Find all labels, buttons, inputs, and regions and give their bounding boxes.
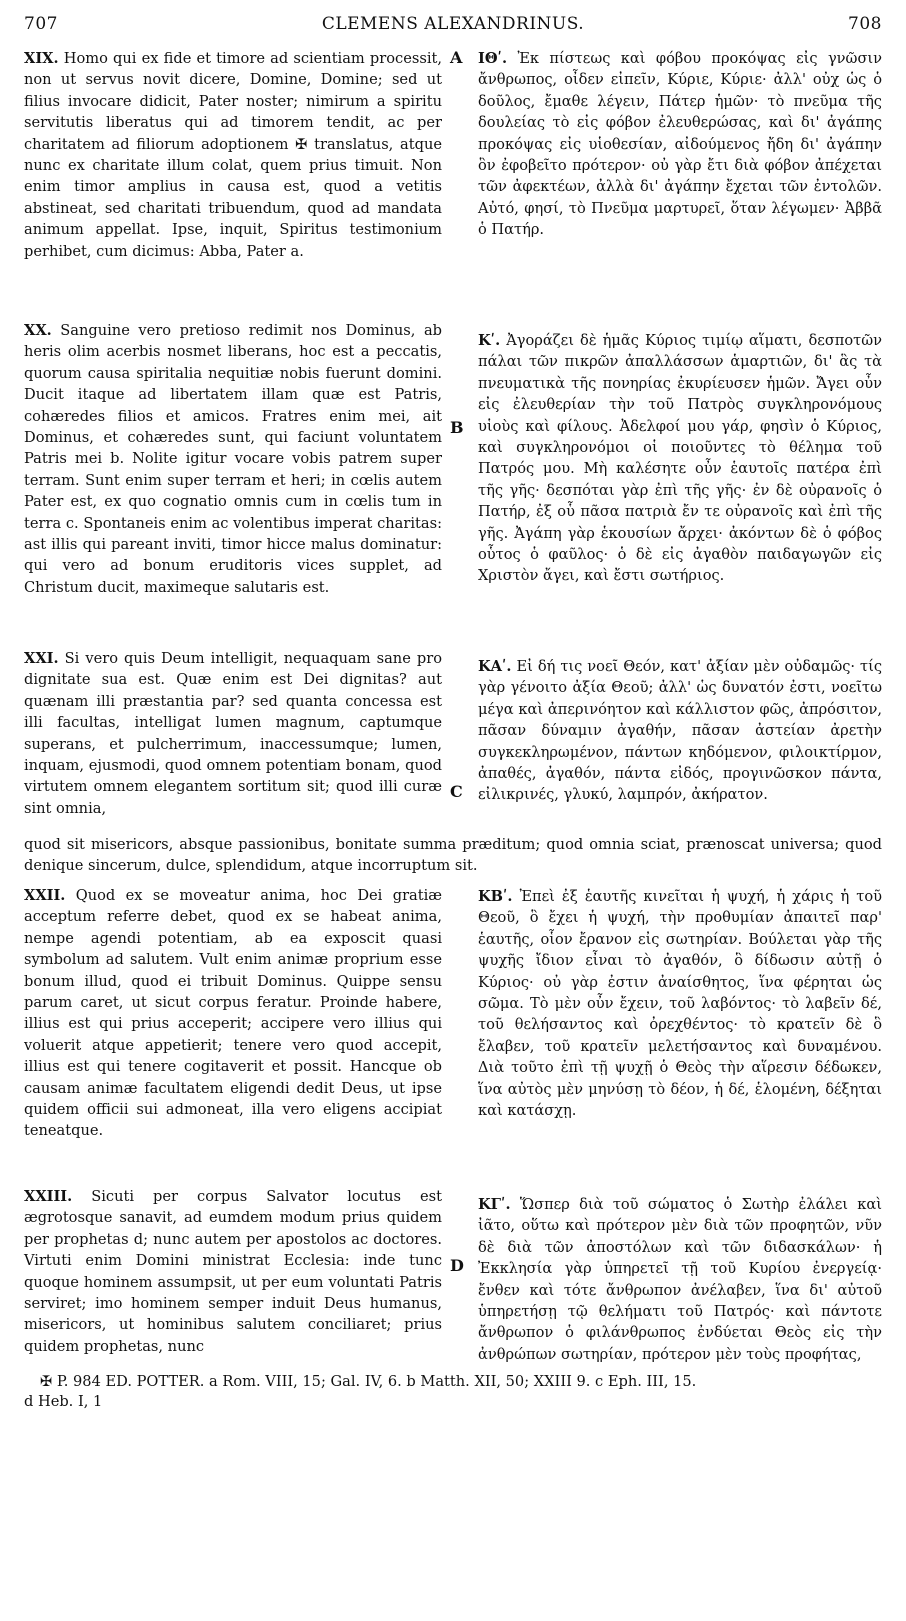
section-text: Quod ex se moveatur anima, hoc Dei gratiæ acceptum referre debet, quod ex se habeat anima, nempe agendi potentiam, ab ea exposcit quasi symbolum ad salutem. Vult enim animæ proprium esse bonum illud, quod ei tribuit Dominus. Quippe sensu parum caret, ut sicut corpus feratur. Proinde habere, illius est qui prius acceperit; accipere vero illius qui voluerit atque appetierit; tenere vero quod accepit, illius est qui tenere cogitaverit et possit. Hancque ob causam animæ facultatem eligendi dedit Deus, ut ipse quidem officii sui admoneat, illa vero eligens accipiat teneatque. xyxy=(24,887,442,1140)
latin-section-19 xyxy=(24,48,442,262)
greek-section-23 xyxy=(478,1194,882,1365)
footnote-line-2: d Heb. I, 1 xyxy=(24,1393,103,1410)
section-text: Sanguine vero pretioso redimit nos Dominus, ab heris olim acerbis nosmet liberans, hoc est a peccatis, quorum causa spiritalia nequitiæ nobis fuerunt domini. Ducit itaque ad libertatem illam quæ est Patris, cohæredes filios et amicos. Fratres enim mei, ait Dominus, et cohæredes sunt, qui faciunt voluntatem Patris mei b. Nolite igitur vocare vobis patrem super terram. Sunt enim super terram et heri; in cœlis autem Pater est, ex quo cognatio omnis cum in cœlis tum in terra c. Spontaneis enim ac volentibus imperat charitas: ast illis qui pareant inviti, timor hicce malus dominatur: qui vero ad bonum eruditoris vices supplet, ad Christum ducit, maximeque salutaris est. xyxy=(24,322,442,596)
section-text: Sicuti per corpus Salvator locutus est ægrotosque sanavit, ad eumdem modum prius quidem per prophetas d; nunc autem per apostolos ac doctores. Virtuti enim Domini ministrat Ecclesia: inde tunc quoque hominem assumpsit, ut per eum voluntati Patris serviret; imo hominem semper induit Deus humanus, misericors, ut hominibus salutem conciliaret; prius quidem prophetas, nunc xyxy=(24,1188,442,1355)
margin-letter-d: D xyxy=(450,1256,464,1275)
section-number: XXIII. xyxy=(24,1188,73,1205)
running-title: CLEMENS ALEXANDRINUS. xyxy=(321,14,585,34)
section-number: ΙΘʹ. xyxy=(478,50,508,67)
greek-section-22 xyxy=(478,886,882,1121)
section-number: XX. xyxy=(24,322,52,339)
section-text: Si vero quis Deum intelligit, nequaquam sane pro dignitate sua est. Quæ enim est Dei dignitas? aut quænam illi præstantia par? sed quanta concessa est illi facultas, intelligat lumen magnum, captumque superans, et pulcherrimum, inaccessumque; lumen, inquam, ejusmodi, quod omnem potentiam bonam, quod virtutem omnem elegantem sortitum sit; quod illi curæ sint omnia, xyxy=(24,650,442,817)
section-number: ΚΒʹ. xyxy=(478,888,513,905)
section-number: Κʹ. xyxy=(478,332,501,349)
footnote-line-1: ✠ P. 984 ED. POTTER. a Rom. VIII, 15; Gal. IV, 6. b Matth. XII, 50; XXIII 9. c Eph. III, 15. xyxy=(40,1373,697,1390)
section-number: XXI. xyxy=(24,650,59,667)
latin-section-22 xyxy=(24,885,442,1142)
margin-letter-c: C xyxy=(450,782,463,801)
page-number-right: 708 xyxy=(848,14,882,34)
section-number: ΚΑʹ. xyxy=(478,658,512,675)
greek-section-20 xyxy=(478,330,882,587)
margin-letter-b: B xyxy=(450,418,464,437)
section-text: Homo qui ex fide et timore ad scientiam processit, non ut servus novit dicere, Domine, Domine; sed ut filius invocare didicit, Pater noster; nimirum a spiritu servitutis liberatus qui ad timorem tendit, ac per charitatem ad filiorum adoptionem ✠ translatus, atque nunc ex charitate illum colat, quem prius timuit. Non enim timor amplius in causa est, quod a vetitis abstineat, sed charitati tribuendum, quod ad mandata animum appellat. Ipse, inquit, Spiritus testimonium perhibet, cum dicimus: Abba, Pater a. xyxy=(24,50,442,260)
latin-section-21 xyxy=(24,648,442,819)
section-number: ΚΓʹ. xyxy=(478,1196,511,1213)
latin-section-20 xyxy=(24,320,442,598)
latin-section-23 xyxy=(24,1186,442,1357)
greek-section-19 xyxy=(478,48,882,241)
margin-letter-a: A xyxy=(450,48,463,67)
latin-section-21-continuation: quod sit misericors, absque passionibus, bonitate summa præditum; quod omnia sciat, prænoscat universa; quod denique sincerum, dulce, splendidum, atque incorruptum sit. xyxy=(24,836,882,875)
section-text: Ἀγοράζει δὲ ἡμᾶς Κύριος τιμίῳ αἵματι, δεσποτῶν πάλαι τῶν πικρῶν ἀπαλλάσσων ἁμαρτιῶν, δι' ἃς τὰ πνευματικὰ τῆς πονηρίας ἐκυρίευσεν ἡμῶν. Ἄγει οὖν εἰς ἐλευθερίαν τὴν τοῦ Πατρὸς συγκληρονόμους υἱοὺς καὶ φίλους. Ἀδελφοί μου γάρ, φησὶν ὁ Κύριος, καὶ συγκληρονόμοι οἱ ποιοῦντες τὸ θέλημα τοῦ Πατρός μου. Μὴ καλέσητε οὖν ἑαυτοῖς πατέρα ἐπὶ τῆς γῆς· δεσπόται γὰρ ἐπὶ τῆς γῆς· ἐν δὲ οὐρανοῖς ὁ Πατήρ, ἐξ οὗ πᾶσα πατριὰ ἔν τε οὐρανοῖς καὶ ἐπὶ τῆς γῆς. Ἀγάπη γὰρ ἑκουσίων ἄρχει· ἀκόντων δὲ ὁ φόβος οὗτος ὁ φαῦλος· ὁ δὲ εἰς ἀγαθὸν παιδαγωγῶν εἰς Χριστὸν ἄγει, καὶ ἔστι σωτήριος. xyxy=(478,332,883,585)
page-number-left: 707 xyxy=(24,14,58,34)
section-number: XXII. xyxy=(24,887,66,904)
section-text: Ἐκ πίστεως καὶ φόβου προκόψας εἰς γνῶσιν ἄνθρωπος, οἶδεν εἰπεῖν, Κύριε, Κύριε· ἀλλ' οὐχ ὡς ὁ δοῦλος, ἔμαθε λέγειν, Πάτερ ἡμῶν· τὸ πνεῦμα τῆς δουλείας τὸ εἰς φόβον ἐλευθερώσας, καὶ δι' ἀγάπης προκόψας εἰς υἱοθεσίαν, αἰδούμενος ἤδη δι' ἀγάπην ὃν ἐφοβεῖτο πρότερον· οὐ γὰρ ἔτι διὰ φόβον ἀπέχεται τῶν ἀφεκτέων, ἀλλὰ δι' ἀγάπην ἔχεται τῶν ἐντολῶν. Αὐτό, φησί, τὸ Πνεῦμα μαρτυρεῖ, ὅταν λέγωμεν· Ἀββᾶ ὁ Πατήρ. xyxy=(478,50,883,239)
running-header xyxy=(24,14,882,38)
section-text: Εἰ δή τις νοεῖ Θεόν, κατ' ἀξίαν μὲν οὐδαμῶς· τίς γὰρ γένοιτο ἀξία Θεοῦ; ἀλλ' ὡς δυνατόν ἐστι, νοεῖτω μέγα καὶ ἀπερινόητον καὶ κάλλιστον φῶς, ἀπρόσιτον, πᾶσαν δύναμιν ἀγαθήν, πᾶσαν ἀστείαν ἀρετὴν συγκεκληρωμένον, πάντων κηδόμενον, φιλοικτίρμον, ἀπαθές, ἀγαθόν, πάντα εἰδός, προγινῶσκον πάντα, εἰλικρινές, γλυκύ, λαμπρόν, ἀκήρατον. xyxy=(478,658,882,804)
section-text: Ὥσπερ διὰ τοῦ σώματος ὁ Σωτὴρ ἐλάλει καὶ ἰᾶτο, οὕτω καὶ πρότερον μὲν διὰ τῶν προφητῶν, νῦν δὲ διὰ τῶν ἀποστόλων καὶ τῶν διδασκάλων· ἡ Ἐκκλησία γὰρ ὑπηρετεῖ τῇ τοῦ Κυρίου ἐνεργείᾳ· ἔνθεν καὶ τότε ἄνθρωπον ἀνέλαβεν, ἵνα δι' αὐτοῦ ὑπηρετήσῃ τῷ θελήματι τοῦ Πατρός· καὶ πάντοτε ἄνθρωπον ὁ φιλάνθρωπος ἐνδύεται Θεὸς εἰς τὴν ἀνθρώπων σωτηρίαν, πρότερον μὲν τοὺς προφήτας, xyxy=(478,1196,883,1363)
greek-section-21 xyxy=(478,656,882,806)
section-number: XIX. xyxy=(24,50,59,67)
section-text: Ἐπεὶ ἐξ ἑαυτῆς κινεῖται ἡ ψυχή, ἡ χάρις ἡ τοῦ Θεοῦ, ὃ ἔχει ἡ ψυχή, τὴν προθυμίαν ἀπαιτεῖ παρ' ἑαυτῆς, οἷον ἔρανον εἰς σωτηρίαν. Βούλεται γὰρ τῆς ψυχῆς ἴδιον εἶναι τὸ ἀγαθόν, ὃ δίδωσιν αὐτῇ ὁ Κύριος· οὐ γὰρ ἐστιν ἀναίσθητος, ἵνα φέρηται ὡς σῶμα. Τὸ μὲν οὖν ἔχειν, τοῦ λαβόντος· τὸ λαβεῖν δέ, τοῦ θελήσαντος καὶ ὀρεχθέντος· τὸ κρατεῖν δὲ ὃ ἔλαβεν, τοῦ κρατεῖν μελετήσαντος καὶ δυναμένου. Διὰ τοῦτο ἐπὶ τῇ ψυχῇ ὁ Θεὸς τὴν αἵρεσιν δέδωκεν, ἵνα αὐτὸς μὲν μηνύσῃ τὸ δέον, ἡ δέ, ἑλομένη, δέξηται καὶ κατάσχῃ. xyxy=(478,888,882,1120)
